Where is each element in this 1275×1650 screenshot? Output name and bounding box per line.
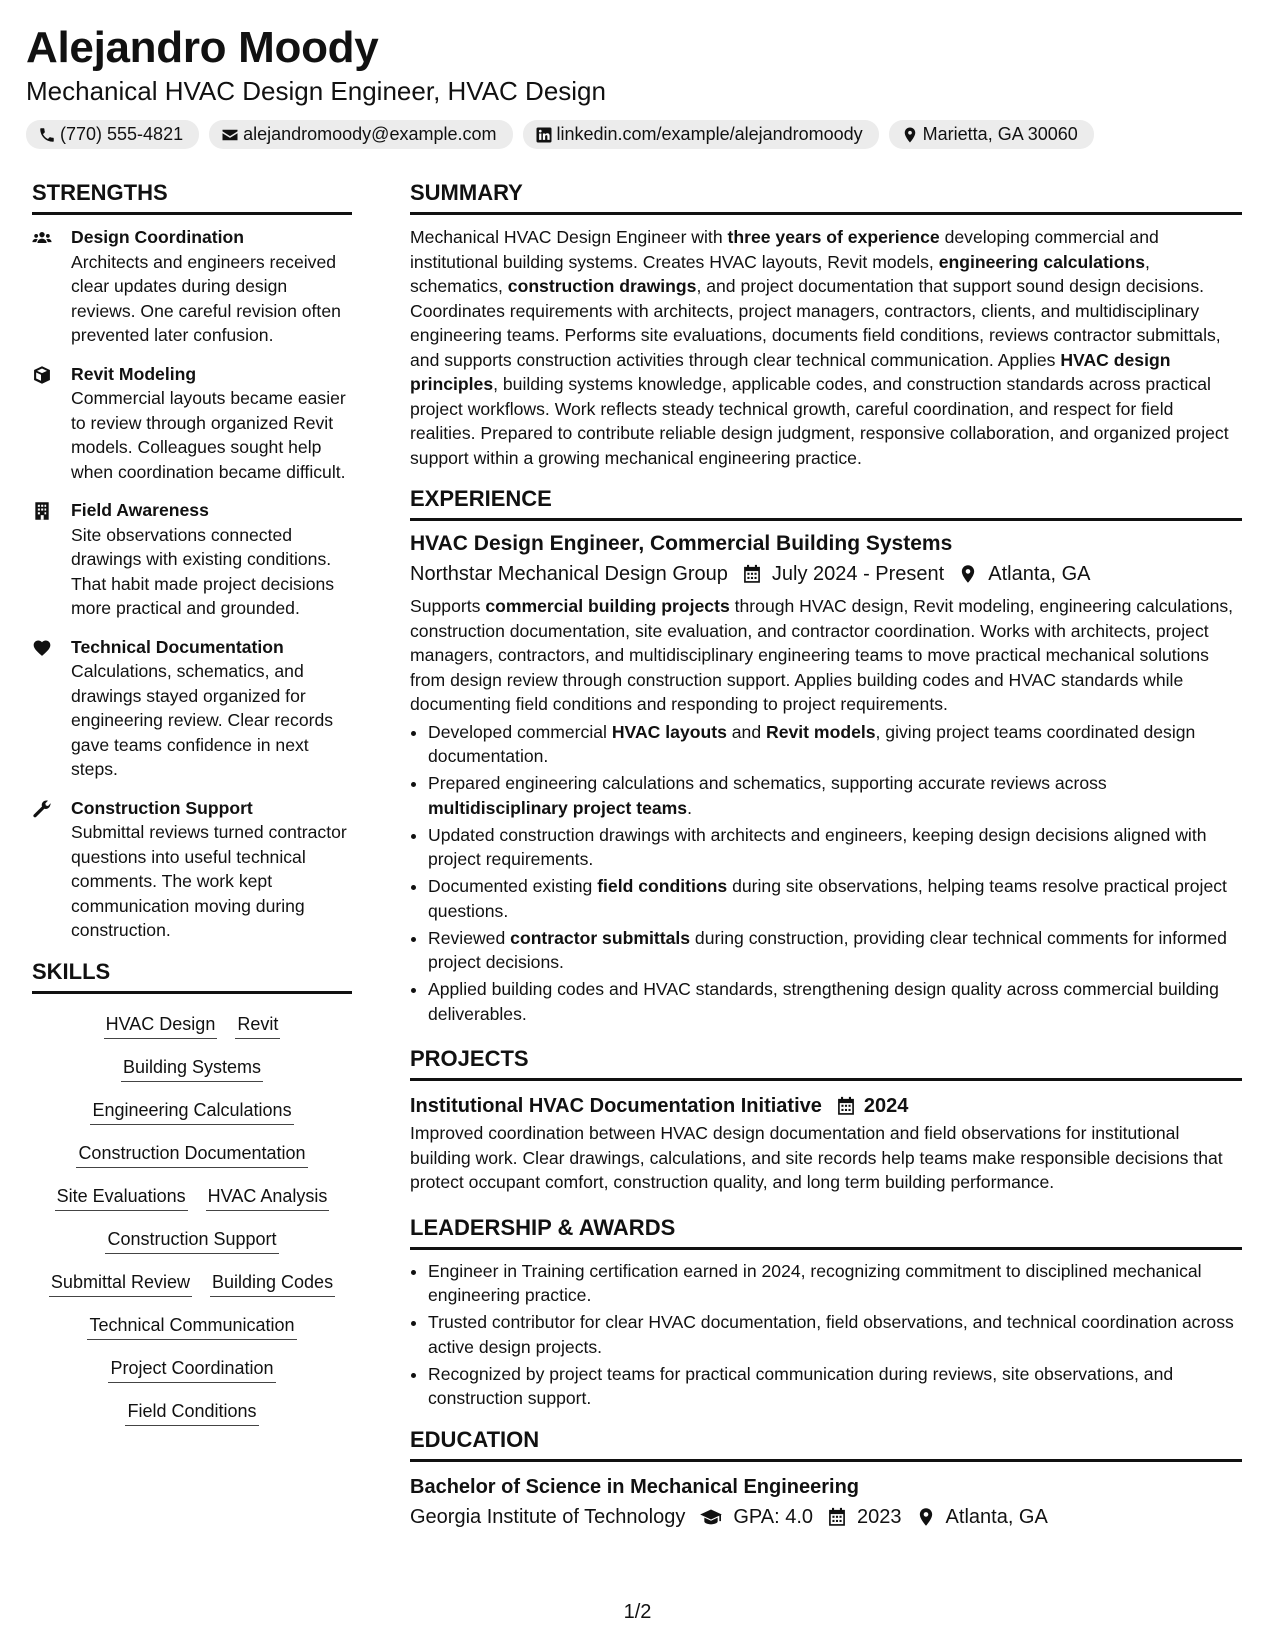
contact-location-text: Marietta, GA 30060 [922, 124, 1078, 144]
project-entry [410, 1091, 1242, 1195]
text-run: , giving project teams coordinated design documentation. [428, 721, 1196, 766]
skills-row [32, 1268, 352, 1297]
phone-icon [38, 126, 56, 144]
bold-text: contractor submittals [510, 927, 691, 948]
project-year: 2024 [863, 1095, 909, 1117]
strength-text: Commercial layouts became easier to review through organized Revit models. Colleagues sought help when coordination became difficult. [71, 388, 346, 482]
strength-text: Architects and engineers received clear updates during design reviews. One careful revision often prevented later confusion. [71, 251, 341, 345]
strengths-title: STRENGTHS [32, 178, 352, 215]
skill-tag: Site Evaluations [55, 1182, 188, 1211]
location-pin-icon [901, 126, 919, 144]
projects-title: PROJECTS [410, 1044, 1242, 1081]
text-run: . [687, 797, 692, 818]
text-run: Supports [410, 596, 486, 616]
job-role: HVAC Design Engineer, Commercial Building Systems [410, 532, 953, 555]
cube-icon [32, 365, 54, 385]
text-run: and [726, 721, 767, 742]
strength-title: Revit Modeling [71, 363, 197, 384]
skills-row [32, 1182, 352, 1211]
job-bullet [428, 926, 1242, 975]
project-text: Improved coordination between HVAC design documentation and field observations for institutional building work. Clear drawings, calculations, and site records help teams make responsible decisions that protect occupant comfort, construction quality, and long term building performance. [410, 1123, 1223, 1192]
project-name: Institutional HVAC Documentation Initiative [410, 1095, 822, 1117]
job-bullet [428, 771, 1242, 820]
projects-section [410, 1044, 1242, 1195]
linkedin-icon [535, 126, 553, 144]
bold-text: three years of experience [727, 227, 940, 247]
contact-linkedin-text: linkedin.com/example/alejandromoody [556, 124, 863, 144]
job-bullet [428, 823, 1242, 872]
skills-row [32, 1311, 352, 1340]
skills-row [32, 1354, 352, 1383]
leadership-item: • Recognized by project teams for practical communication during reviews, site observations, and construction support. [428, 1362, 1242, 1411]
job-company: Northstar Mechanical Design Group [410, 563, 728, 585]
education-year: 2023 [857, 1505, 902, 1528]
envelope-icon [221, 126, 239, 144]
job-entry [410, 529, 1242, 1026]
summary-title: SUMMARY [410, 178, 1242, 215]
summary-section [410, 178, 1242, 470]
skill-tag: Building Systems [121, 1053, 263, 1082]
location-pin-icon [958, 564, 978, 584]
calendar-icon [836, 1096, 856, 1116]
resume-header [26, 20, 1256, 149]
leadership-item: • Engineer in Training certification earned in 2024, recognizing commitment to disciplined mechanical engineering practice. [428, 1259, 1242, 1308]
skills-row [32, 1053, 352, 1082]
job-meta [410, 559, 1242, 589]
strengths-section [32, 178, 352, 943]
location-pin-icon [916, 1507, 936, 1527]
skill-tag: HVAC Analysis [206, 1182, 330, 1211]
left-column [32, 178, 352, 1440]
experience-title: EXPERIENCE [410, 484, 1242, 521]
strength-item [32, 498, 352, 621]
text-run: Prepared engineering calculations and schematics, supporting accurate reviews across [428, 773, 1107, 793]
education-degree: Bachelor of Science in Mechanical Engineering [410, 1475, 860, 1498]
job-bullet [428, 977, 1242, 1026]
text-run: during construction, providing clear technical comments for informed project decisions. [428, 927, 1227, 972]
users-icon [32, 228, 54, 248]
leadership-item: • Trusted contributor for clear HVAC documentation, field observations, and technical coordination across active design projects. [428, 1310, 1242, 1359]
strength-title: Construction Support [71, 797, 253, 818]
strength-title: Design Coordination [71, 227, 244, 247]
text-run: developing commercial and institutional building systems. Creates HVAC layouts, Revit models, [410, 227, 1159, 272]
bold-text: engineering calculations [938, 251, 1145, 272]
graduation-cap-icon [699, 1507, 723, 1527]
leadership-section [410, 1213, 1242, 1411]
contact-location [889, 120, 1094, 149]
job-description [410, 594, 1242, 717]
text-run: during site observations, helping teams resolve practical project questions. [428, 876, 1227, 921]
bold-text: HVAC design principles [410, 349, 1171, 394]
strength-text: Site observations connected drawings with existing conditions. That habit made project decisions more practical and grounded. [71, 524, 335, 618]
job-bullet [428, 720, 1242, 769]
skills-list [32, 1008, 352, 1426]
skills-row [32, 1397, 352, 1426]
skill-tag: Engineering Calculations [90, 1096, 293, 1125]
strength-title: Field Awareness [71, 500, 209, 520]
right-column [410, 178, 1242, 1537]
skill-tag: HVAC Design [104, 1010, 218, 1039]
skills-section [32, 957, 352, 1426]
text-run: Updated construction drawings with architects and engineers, keeping design decisions aligned with project requirements. [428, 824, 1207, 869]
text-run: Developed commercial [428, 721, 612, 742]
skill-tag: Construction Support [105, 1225, 278, 1254]
education-gpa: GPA: 4.0 [733, 1505, 814, 1528]
strength-item [32, 796, 352, 943]
skills-row [32, 1096, 352, 1125]
skill-tag: Field Conditions [125, 1397, 258, 1426]
skill-tag: Construction Documentation [76, 1139, 307, 1168]
job-bullets [410, 720, 1242, 1027]
skill-tag: Technical Communication [87, 1311, 296, 1340]
education-school: Georgia Institute of Technology [410, 1505, 686, 1528]
skills-title: SKILLS [32, 957, 352, 994]
text-run: , building systems knowledge, applicable codes, and construction standards across practical project workflows. Work reflects steady technical growth, careful coordination, and respect for field realities. Prepared to contribute reliable design judgment, responsive collaboration, and organized project support within a growing mechanical engineering practice. [410, 374, 1229, 468]
skill-tag: Revit [235, 1010, 280, 1039]
calendar-icon [827, 1507, 847, 1527]
strength-item [32, 635, 352, 782]
strength-item [32, 362, 352, 485]
contact-email-text: alejandromoody@example.com [243, 124, 497, 144]
skills-row [32, 1010, 352, 1039]
job-bullet [428, 874, 1242, 923]
job-dates: July 2024 - Present [771, 563, 945, 585]
education-title: EDUCATION [410, 1425, 1242, 1462]
text-run: Documented existing [428, 876, 598, 896]
candidate-name: Alejandro Moody [26, 23, 379, 72]
heart-icon [32, 638, 54, 658]
leadership-list [410, 1259, 1242, 1411]
job-location: Atlanta, GA [988, 563, 1091, 585]
text-run: , schematics, [410, 251, 1150, 296]
contact-bar [26, 120, 1256, 149]
experience-section [410, 484, 1242, 1026]
strength-text: Submittal reviews turned contractor questions into useful technical comments. The work kept communication moving during construction. [71, 822, 347, 940]
bold-text: field conditions [597, 876, 728, 896]
contact-phone-text: (770) 555-4821 [60, 124, 184, 144]
building-icon [32, 501, 54, 521]
bold-text: commercial building projects [485, 596, 730, 616]
calendar-icon [742, 564, 762, 584]
contact-linkedin[interactable] [523, 120, 879, 149]
bold-text: multidisciplinary project teams [428, 797, 688, 818]
page-number: 1/2 [623, 1601, 652, 1623]
bold-text: Revit models [766, 721, 876, 742]
skills-row [32, 1225, 352, 1254]
education-meta [410, 1502, 1242, 1532]
leadership-title: LEADERSHIP & AWARDS [410, 1213, 1242, 1250]
strength-text: Calculations, schematics, and drawings stayed organized for engineering review. Clear records gave teams confidence in next steps. [71, 661, 334, 779]
skill-tag: Submittal Review [49, 1268, 192, 1297]
wrench-icon [32, 799, 54, 819]
bold-text: construction drawings [507, 276, 697, 296]
contact-email[interactable] [209, 120, 512, 149]
text-run: through HVAC design, Revit modeling, engineering calculations, construction documentation, site evaluation, and contractor coordination. Works with architects, project managers, contractors, and multidisciplinary engineering teams to move practical mechanical solutions from design review through construction support. Applies building codes and HVAC standards while documenting field conditions and responding to project requirements. [410, 596, 1234, 714]
skills-row [32, 1139, 352, 1168]
project-heading [410, 1091, 1242, 1121]
text-run: , and project documentation that support sound design decisions. Coordinates requirements with architects, project managers, contractors, clients, and multidisciplinary engineering teams. Performs site evaluations, documents field conditions, reviews contractor submittals, and supports construction activities through clear technical communication. Applies [410, 276, 1221, 370]
contact-phone[interactable] [26, 120, 199, 149]
candidate-headline: Mechanical HVAC Design Engineer, HVAC Design [26, 76, 606, 106]
education-location: Atlanta, GA [945, 1505, 1048, 1528]
skill-tag: Project Coordination [108, 1354, 275, 1383]
text-run: Mechanical HVAC Design Engineer with [410, 227, 728, 247]
bold-text: HVAC layouts [611, 721, 727, 742]
text-run: Reviewed [428, 927, 511, 948]
strength-title: Technical Documentation [71, 636, 284, 657]
strength-item [32, 225, 352, 348]
skill-tag: Building Codes [210, 1268, 335, 1297]
education-section [410, 1425, 1242, 1532]
text-run: Applied building codes and HVAC standards, strengthening design quality across commercial building deliverables. [428, 979, 1219, 1024]
summary-text [410, 225, 1242, 470]
